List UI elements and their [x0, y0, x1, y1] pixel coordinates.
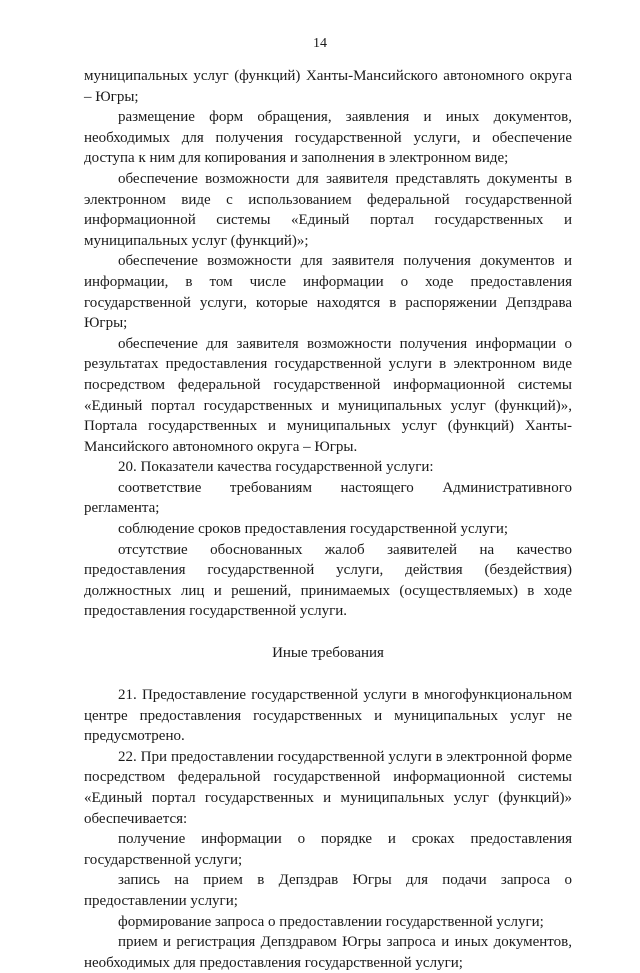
paragraph: формирование запроса о предоставлении государственной услуги; [118, 913, 544, 930]
paragraph: муниципальных услуг (функций) Ханты-Мансийского автономного округа – Югры; [84, 68, 572, 105]
paragraph: соответствие требованиям настоящего Административного регламента; [84, 479, 572, 517]
paragraph: прием и регистрация Депздравом Югры запроса и иных документов, необходимых для предоставления государственной услуги; [84, 934, 572, 971]
paragraph: обеспечение возможности для заявителя представлять документы в электронном виде с использованием федеральной государственной информационной системы «Единый портал государственных и муниципальных услуг (функций)»; [84, 170, 572, 249]
paragraph: обеспечение для заявителя возможности получения информации о результатах предоставления государственной услуги в электронном виде посредством федеральной государственной информационной системы «Единый портал государственных и муниципальных услуг (функций)», Портала государственных и муниципальных услуг (функций) Ханты-Мансийского автономного округа – Югры. [84, 335, 572, 455]
numbered-paragraph-20: 20. Показатели качества государственной услуги: [118, 459, 434, 476]
paragraph: соблюдение сроков предоставления государственной услуги; [118, 521, 509, 538]
paragraph: отсутствие обоснованных жалоб заявителей на качество предоставления государственной услуги, действия (бездействия) должностных лиц и решений, принимаемых (осуществляемых) в ходе предоставления государственной услуги. [84, 541, 572, 620]
numbered-paragraph-22: 22. При предоставлении государственной услуги в электронной форме посредством федеральной государственной информационной системы «Единый портал государственных и муниципальных услуг (функций)» обеспечивается: [84, 748, 572, 827]
section-heading: Иные требования [272, 645, 384, 662]
numbered-paragraph-21: 21. Предоставление государственной услуги в многофункциональном центре предоставления государственных и муниципальных услуг не предусмотрено. [84, 687, 572, 745]
page-number: 14 [313, 36, 327, 51]
paragraph: обеспечение возможности для заявителя получения документов и информации, в том числе информации о ходе предоставления государственной услуги, которые находятся в распоряжении Депздрава Югры; [84, 253, 572, 332]
paragraph: получение информации о порядке и сроках предоставления государственной услуги; [84, 831, 572, 868]
paragraph: размещение форм обращения, заявления и иных документов, необходимых для получения государственной услуги, и обеспечение доступа к ним для копирования и заполнения в электронном виде; [84, 109, 572, 167]
paragraph: запись на прием в Депздрав Югры для подачи запроса о предоставлении услуги; [84, 872, 572, 909]
document-body [84, 66, 572, 973]
